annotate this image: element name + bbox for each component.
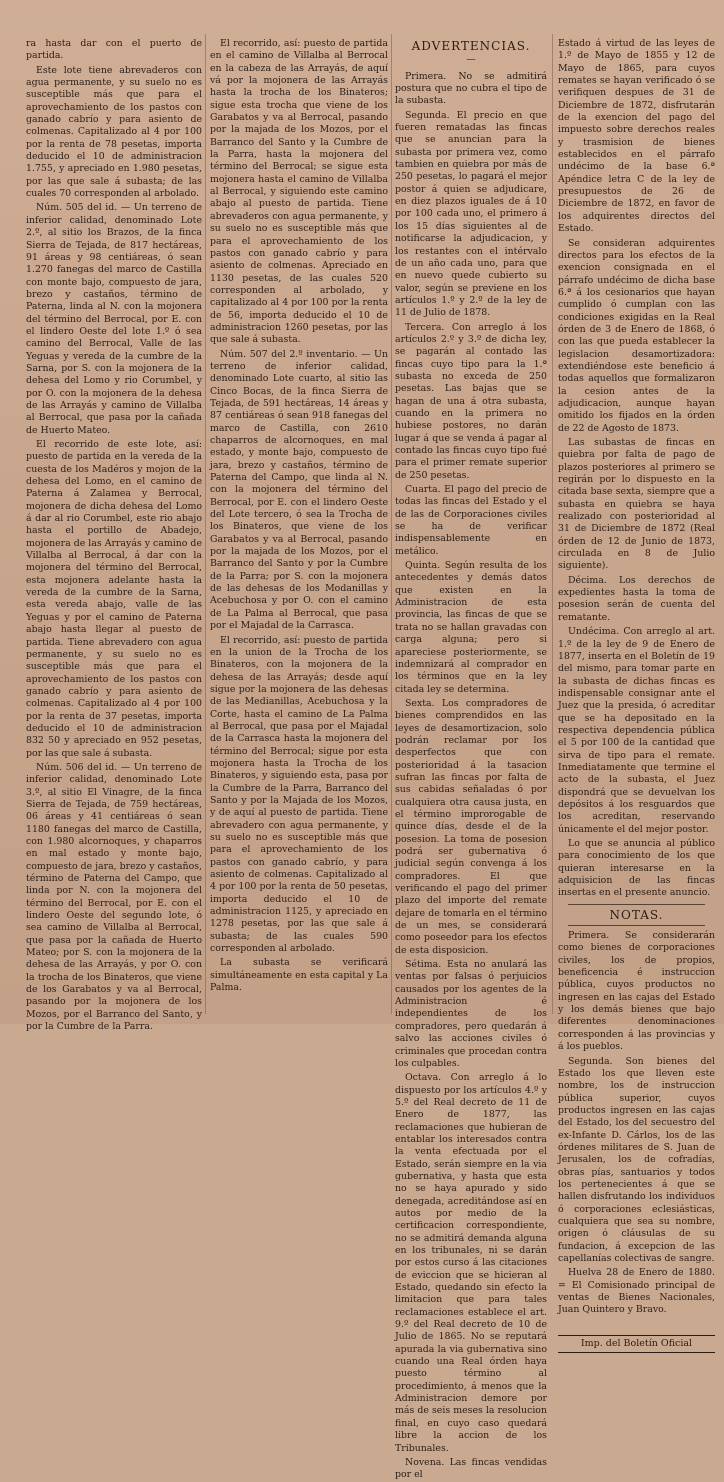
paragraph: Primera. No se admitirá postura que no cubra el tipo de la subasta. xyxy=(395,70,547,107)
paragraph: Segunda. Son bienes del Estado los que lleven este nombre, los de instruccion pública superior, cuyos productos ingresen en las cajas del Estado, los del secuestro del ex-Infante D. Cárlos, los de las órdenes militares de S. Juan de Jerusalen, los de cofradías, obras pías, santuarios y todos los pertenecientes á que se hallen disfrutando los individuos ó corporaciones eclesiásticas, cualquiera que sea su nombre, origen ó cláusulas de su fundacion, á excepcion de las capellanías colectivas de sangre. xyxy=(558,1055,715,1264)
paragraph: Octava. Con arreglo á lo dispuesto por los artículos 4.º y 5.º del Real decreto de 11 de Enero de 1877, las reclamaciones que hubieran de entablar los interesados contra la venta efectuada por el Estado, serán siempre en la via gubernativa, y hasta que esta no se haya apurado y sido denegada, acreditándose así en autos por medio de la certificacion correspondiente, no se admitirá demanda alguna en los tribunales, ni se darán por estos curso á las citaciones de eviccion que se hicieran al Estado, quedando sin efecto la limitacion que para tales reclamaciones establece el art. 9.º del Real decreto de 10 de Julio de 1865. No se reputará apurada la via gubernativa sino cuando una Real órden haya puesto término al procedimiento, á menos que la Administracion demore por más de seis meses la resolucion final, en cuyo caso quedará libre la accion de los Tribunales. xyxy=(395,1072,547,1454)
signature-line: Huelva 28 de Enero de 1880. = El Comisionado principal de ventas de Bienes Nacionales, Juan Quintero y Bravo. xyxy=(558,1267,715,1316)
divider xyxy=(568,904,705,905)
paragraph: Undécima. Con arreglo al art. 1.º de la ley de 9 de Enero de 1877, inserta en el Boletín de 19 del mismo, para tomar parte en la subasta de dichas fincas es indispensable consignar ante el Juez que la presida, ó acreditar que se ha depositado en la respectiva dependencia pública el 5 por 100 de la cantidad que sirva de tipo para el remate. Inmediatamente que termine el acto de la subasta, el Juez dispondrá que se devuelvan los depósitos á los resguardos que los acreditan, reservando únicamente el del mejor postor. xyxy=(558,626,715,835)
paragraph: El recorrido de este lote, así: puesto de partida en la vereda de la cuesta de los Madéros y mojon de la dehesa del Lomo, en el camino de Paterna á Zalamea y Berrocal, mojonera de dicha dehesa del Lomo á dar al rio Corumbel, este rio abajo hasta el portillo de Abadejo, mojonera de las Arrayás y camino de Villalba al Berrocal, á dar con la mojonera del término del Berrocal, esta mojonera adelante hasta la vereda de la cumbre de la Sarna, esta vereda abajo, valle de las Yeguas y por el camino de Paterna abajo hasta llegar al puesto de partida. Tiene abrevadero con agua permanente, y su suelo no es susceptible más que para el aprovechamiento de los pastos con ganado cabrío y para asiento de colmenas. Capitalizado al 4 por 100 por la renta de 37 pesetas, importa deducido el 10 de administracion 832 50 y apreciado en 952 pesetas, por las que sale á subasta. xyxy=(26,439,202,759)
paragraph: Cuarta. El pago del precio de todas las fincas del Estado y el de las de Corporaciones civiles se ha de verificar indispensablemente en metálico. xyxy=(395,484,547,557)
paragraph: Las subastas de fincas en quiebra por falta de pago de plazos posteriores al primero se regirán por lo dispuesto en la citada base sexta, siempre que a subasta en quiebra se haya realizado con posterioridad al 31 de Diciembre de 1872 (Real órden de 12 de Junio de 1873, circulada en 8 de Julio siguiente). xyxy=(558,437,715,572)
column-4 xyxy=(558,38,715,1349)
paragraph: Núm. 506 del id. — Un terreno de inferior calidad, denominado Lote 3.º, al sitio El Vinagre, de la finca Sierra de Tejada, de 759 hectáreas, 06 áreas y 41 centiáreas ó sean 1180 fanegas del marco de Castilla, con 1.980 alcornoques, y chaparros en mal estado y monte bajo, compuesto de jara, brezo y castaños, término de Paterna del Campo, que linda por N. con la mojonera del término del Berrocal, por E. con el lindero Oeste del segundo lote, ó sea camino de Villalba al Berrocal, que pasa por la cañada de Huerto Mateo; por S. con la mojonera de la dehesa de las Arrayás, y por O. con la trocha de los Binateros, que viene de los Garabatos y va al Berrocal, pasando por la mojonera de los Mozos, por el Barranco del Santo, y por la Cumbre de la Parra. xyxy=(26,761,202,1033)
divider xyxy=(568,925,705,926)
notas-title: NOTAS. xyxy=(609,907,664,922)
column-rule xyxy=(391,34,392,1014)
paragraph: Núm. 505 del id. — Un terreno de inferior calidad, denominado Lote 2.º, al sitio los Brazos, de la finca Sierra de Tejada, de 817 hectáreas, 91 áreas y 98 centiáreas, ó sean 1.270 fanegas del marco de Castilla con monte bajo, compuesto de jara, brezo y castaños, término de Paterna, linda al N. con la mojonera del término del Berrocal, por E. con el lindero Oeste del lote 1.º ó sea camino del Berrocal, Valle de las Yeguas y vereda de la cumbre de la Sarna, por S. con la mojonera de la dehesa del Lomo y rio Corumbel, y por O. con la mojonera de la dehesa de las Arrayás y camino de Villalba al Berrocal, que pasa por la cañada de Huerto Mateo. xyxy=(26,202,202,436)
paragraph: ra hasta dar con el puerto de partida. xyxy=(26,38,202,62)
paragraph: Primera. Se considerarán como bienes de corporaciones civiles, los de propios, beneficencia é instruccion pública, cuyos productos no ingresen en las cajas del Estado y los demás bienes que bajo diferentes denominaciones corresponden á las provincias y á los pueblos. xyxy=(558,930,715,1053)
column-3 xyxy=(395,38,547,1481)
paragraph: La subasta se verificará simultáneamente en esta capital y La Palma. xyxy=(210,957,388,994)
column-1 xyxy=(26,38,202,1033)
paragraph: Núm. 507 del 2.º inventario. — Un terreno de inferior calidad, denominado Lote cuarto, al sitio las Cinco Bocas, de la finca Sierra de Tejada, de 591 hectáreas, 14 áreas y 87 centiáreas ó sean 918 fanegas del marco de Castilla, con 2610 chaparros de alcornoques, en mal estado, y monte bajo, compuesto de jara, brezo y castaños, término de Paterna del Campo, que linda al N. con la mojonera del término del Berrocal, por E. con el lindero Oeste del Lote tercero, ó sea la Trocha de los Binateros, que viene de los Garabatos y va al Berrocal, pasando por la majada de los Mozos, por el Barranco del Santo y por la Cumbre de la Parra; por S. con la mojonera de las dehesas de los Modanillas y Acebuchosa y por O. con el camino de La Palma al Berrocal, que pasa por el Majadal de la Carrasca. xyxy=(210,348,388,632)
paragraph: Segunda. El precio en que fueren rematadas las fincas que se anuncian para la subasta por primera vez, como tambien en quiebra por más de 250 pesetas, lo pagará el mejor postor á quien se adjudicare, en diez plazos iguales de á 10 por 100 cada uno, el primero á los 15 días siguientes al de notificarse la adjudicacion, y los restantes con el intérvalo de un año cada uno, para que en nuevo quede cubierto su valor, según se previene en los artículos 1.º y 2.º de la ley de 11 de Julio de 1878. xyxy=(395,109,547,319)
paragraph: Lo que se anuncia al público para conocimiento de los que quieran interesarse en la adquisicion de las fincas insertas en el presente anuncio. xyxy=(558,838,715,899)
paragraph: Sétima. Esta no anulará las ventas por falsas ó perjuicios causados por los agentes de la Administracion é independientes de los compradores, pero quedarán á salvo las acciones civiles ó criminales que procedan contra los culpables. xyxy=(395,959,547,1069)
paragraph: Estado á virtud de las leyes de 1.º de Mayo de 1855 y 12 de Mayo de 1865, para cuyos remates se hayan verificado ó se verifiquen despues de 31 de Diciembre de 1872, disfrutarán de la exencion del pago del impuesto sobre derechos reales y trasmision de bienes establecidos en el párrafo undécimo de la base 6.ª Apéndice letra C de la ley de presupuestos de 26 de Diciembre de 1872, en favor de los adquirentes directos del Estado. xyxy=(558,38,715,235)
title-dash: — xyxy=(466,54,476,66)
paragraph: Tercera. Con arreglo á los artículos 2.º y 3.º de dicha ley, se pagarán al contado las fincas cuyo tipo para la 1.ª subasta no exceda de 250 pesetas. Las bajas que se hagan de una á otra subasta, cuando en la primera no hubiese postores, no darán lugar á que se venda á pagar al contado las fincas cuyo tipo fué para el primer remate superior de 250 pesetas. xyxy=(395,321,547,481)
paragraph: Se consideran adquirentes directos para los efectos de la exencion consignada en el párrafo undécimo de dicha base 6.ª á los cesionarios que hayan cumplido ó cumplan con las condiciones exigidas en la Real órden de 3 de Enero de 1868, ó con las que pueda establecer la legislacion desamortizadora: extendiéndose este beneficio á todas aquellos que formalizaron la cesion antes de la adjudicacion, aunque hayan omitido los fijados en la órden de 22 de Agosto de 1873. xyxy=(558,237,715,434)
column-rule xyxy=(552,34,553,1014)
column-rule xyxy=(205,34,206,1014)
paragraph: El recorrido, así: puesto de partida en el camino de Villalba al Berrocal en la cabeza de las Arrayás, de aquí vá por la mojonera de las Arrayás hasta la trocha de los Binateros; sigue esta trocha que viene de los Garabatos y va al Berrocal, pasando por la majada de los Mozos, por el Barranco del Santo y la Cumbre de la Parra, hasta la mojonera del término del Berrocal; se sigue esta mojonera hasta el camino de Villalba al Berrocal, y siguiendo este camino abajo al puesto de partida. Tiene abrevaderos con agua permanente, y su suelo no es susceptible más que para el aprovechamiento de los pastos con ganado cabrío y para asiento de colmenas. Apreciado en 1130 pesetas, de las cuales 520 corresponden al arbolado, y capitalizado al 4 por 100 por la renta de 56, importa deducido el 10 de administracion 1260 pesetas, por las que sale á subasta. xyxy=(210,38,388,346)
paragraph: Sexta. Los compradores de bienes comprendidos en las leyes de desamortizacion, solo podrán reclamar por los desperfectos que con posterioridad á la tasacion sufran las fincas por falta de sus cabidas señaladas ó por cualquiera otra causa justa, en el término improrogable de quince días, desde el de la posesion. La toma de posesion podrá ser gubernativa ó judicial según convenga á los compradores. El que verificando el pago del primer plazo del importe del remate dejare de tomarla en el término de un mes, se considerará como poseedor para los efectos de esta disposicion. xyxy=(395,697,547,956)
advertencias-title: ADVERTENCIAS. xyxy=(411,39,531,53)
paragraph: Décima. Los derechos de expedientes hasta la toma de posesion serán de cuenta del rematante. xyxy=(558,574,715,623)
printer-imprint: Imp. del Boletín Oficial xyxy=(558,1335,715,1353)
paragraph: Quinta. Según resulta de los antecedentes y demás datos que existen en la Administracion de esta provincia, las fincas de que se trata no se hallan gravadas con carga alguna; pero si apareciese posteriormente, se indemnizará al comprador en los términos que en la ley citada ley se determina. xyxy=(395,560,547,695)
column-2 xyxy=(210,38,388,1012)
paragraph: El recorrido, así: puesto de partida en la union de la Trocha de los Binateros, con la mojonera de la dehesa de las Arrayás; desde aquí sigue por la mojonera de las dehesas de las Medianillas, Acebuchosa y la Corte, hasta el camino de La Palma al Berrocal, que pasa por el Majadal de la Carrasca hasta la mojonera del término del Berrocal; sigue por esta mojonera hasta la Trocha de los Binateros, y siguiendo esta, pasa por la Cumbre de la Parra, Barranco del Santo y por la Majada de los Mozos, y de aquí al puesto de partida. Tiene abrevadero con agua permanente, y su suelo no es susceptible más que para el aprovechamiento de los pastos con ganado cabrío, y para asiento de colmenas. Capitalizado al 4 por 100 por la renta de 50 pesetas, importa deducido el 10 de administracion 1125, y apreciado en 1278 pesetas, por las que sale á subasta; de las cuales 590 corresponden al arbolado. xyxy=(210,634,388,955)
paragraph: Este lote tiene abrevaderos con agua permanente, y su suelo no es susceptible más que para el aprovechamiento de los pastos con ganado cabrío y para asiento de colmenas. Capitalizado al 4 por 100 por la renta de 78 pesetas, importa deducido el 10 de administracion 1.755, y apreciado en 1.980 pesetas, por las que sale á subasta; de las cuales 70 corresponden al arbolado. xyxy=(26,64,202,200)
paragraph: Novena. Las fincas vendidas por el xyxy=(395,1456,547,1481)
